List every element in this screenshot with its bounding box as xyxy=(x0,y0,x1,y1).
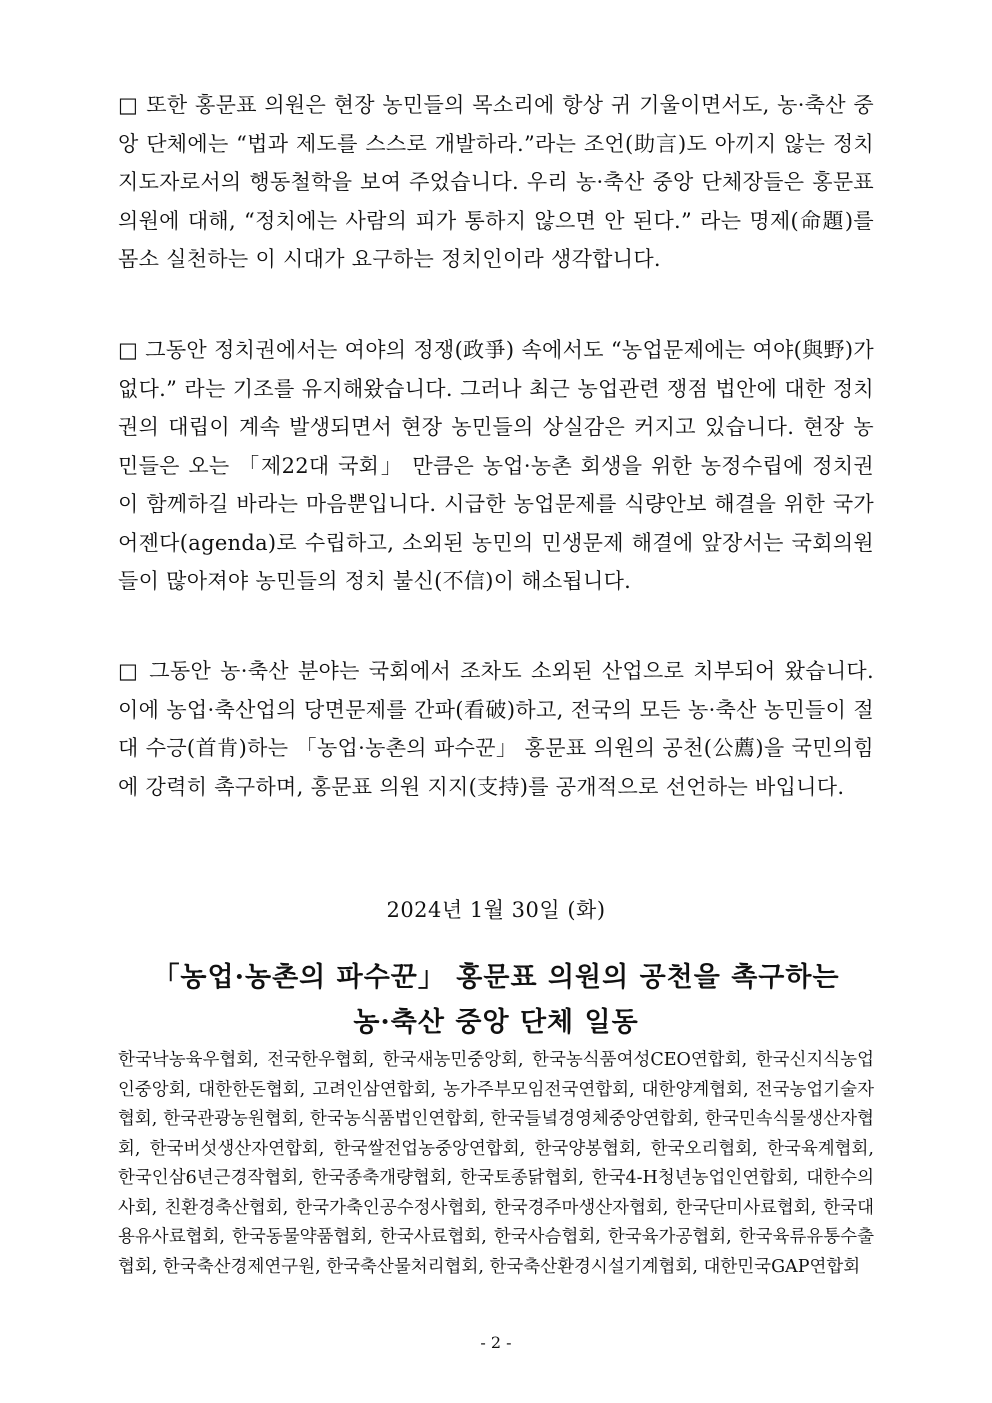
organization-list: 한국낙농육우협회, 전국한우협회, 한국새농민중앙회, 한국농식품여성CEO연합회, 한국신지식농업인중앙회, 대한한돈협회, 고려인삼연합회, 농가주부모임전국연합회, 대한양계협회, 전국농업기술자협회, 한국관광농원협회, 한국농식품법인연합회, 한국들녘경영체중앙연합회, 한국민속식물생산자협회, 한국버섯생산자연합회, 한국쌀전업농중앙연합회, 한국양봉협회, 한국오리협회, 한국육계협회, 한국인삼6년근경작협회, 한국종축개량협회, 한국토종닭협회, 한국4-H청년농업인연합회, 대한수의사회, 친환경축산협회, 한국가축인공수정사협회, 한국경주마생산자협회, 한국단미사료협회, 한국대용유사료협회, 한국동물약품협회, 한국사료협회, 한국사슴협회, 한국육가공협회, 한국육류유통수출협회, 한국축산경제연구원, 한국축산물처리협회, 한국축산환경시설기계협회, 대한민국GAP연합회 xyxy=(118,1050,874,1277)
paragraph-3: □ 그동안 농·축산 분야는 국회에서 조차도 소외된 산업으로 치부되어 왔습니다. 이에 농업·축산업의 당면문제를 간파(看破)하고, 전국의 모든 농·축산 농민들이 절대 수긍(首肯)하는 「농업·농촌의 파수꾼」 홍문표 의원의 공천(公薦)을 국민의힘에 강력히 촉구하며, 홍문표 의원 지지(支持)를 공개적으로 선언하는 바입니다. xyxy=(118,659,874,799)
document-date: 2024년 1월 30일 (화) xyxy=(386,898,606,922)
paragraph-1: □ 또한 홍문표 의원은 현장 농민들의 목소리에 항상 귀 기울이면서도, 농·축산 중앙 단체에는 “법과 제도를 스스로 개발하라.”라는 조언(助言)도 아끼지 않는 정치 지도자로서의 행동철학을 보여 주었습니다. 우리 농·축산 중앙 단체장들은 홍문표 의원에 대해, “정치에는 사람의 피가 통하지 않으면 안 된다.” 라는 명제(命題)를 몸소 실천하는 이 시대가 요구하는 정치인이라 생각합니다. xyxy=(118,93,874,271)
signatory-title-line-2: 농·축산 중앙 단체 일동 xyxy=(353,1007,639,1038)
paragraph-2: □ 그동안 정치권에서는 여야의 정쟁(政爭) 속에서도 “농업문제에는 여야(與野)가 없다.” 라는 기조를 유지해왔습니다. 그러나 최근 농업관련 쟁점 법안에 대한 정치권의 대립이 계속 발생되면서 현장 농민들의 상실감은 커지고 있습니다. 현장 농민들은 오는 「제22대 국회」 만큼은 농업·농촌 회생을 위한 농정수립에 정치권이 함께하길 바라는 마음뿐입니다. 시급한 농업문제를 식량안보 해결을 위한 국가 어젠다(agenda)로 수립하고, 소외된 농민의 민생문제 해결에 앞장서는 국회의원들이 많아져야 농민들의 정치 불신(不信)이 해소됩니다. xyxy=(118,338,874,593)
signatory-title-line-1: 「농업·농촌의 파수꾼」 홍문표 의원의 공천을 촉구하는 xyxy=(152,962,840,993)
page-number: - 2 - xyxy=(480,1333,512,1352)
